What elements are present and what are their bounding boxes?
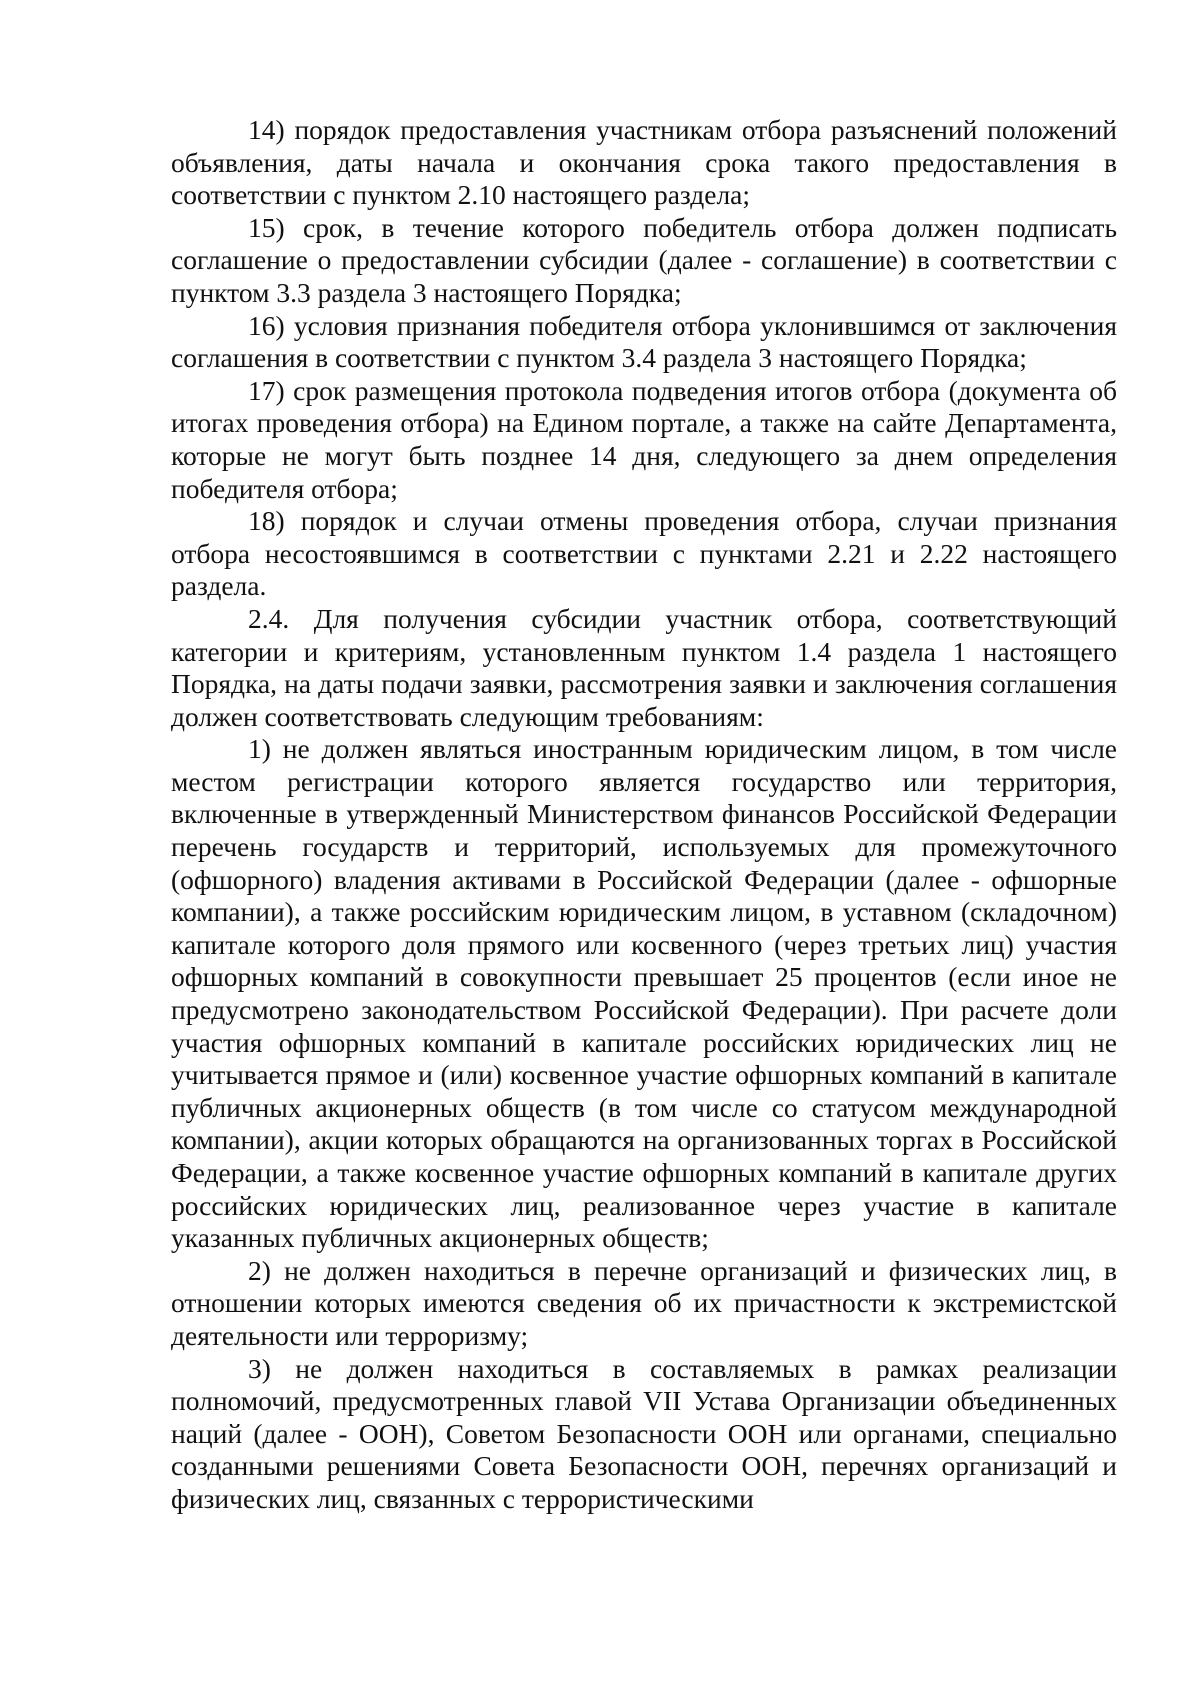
- paragraph-requirement-3: 3) не должен находиться в составляемых в рамках реализации полномочий, предусмотренных главой VII Устава Организации объединенных наций (далее - ООН), Советом Безопасности ООН или органами, специально созданными решениями Совета Безопасности ООН, перечнях организаций и физических лиц, связанных с террористическими: [171, 1352, 1117, 1514]
- paragraph-item-17: 17) срок размещения протокола подведения итогов отбора (документа об итогах проведения отбора) на Едином портале, а также на сайте Департамента, которые не могут быть позднее 14 дня, следующего за днем определения победителя отбора;: [171, 374, 1117, 504]
- paragraph-requirement-2: 2) не должен находиться в перечне организаций и физических лиц, в отношении которых имеются сведения об их причастности к экстремистской деятельности или терроризму;: [171, 1254, 1117, 1351]
- paragraph-item-18: 18) порядок и случаи отмены проведения отбора, случаи признания отбора несостоявшимся в соответствии с пунктами 2.21 и 2.22 настоящего раздела.: [171, 505, 1117, 602]
- document-page: [171, 114, 1117, 1516]
- paragraph-item-15: 15) срок, в течение которого победитель отбора должен подписать соглашение о предоставлении субсидии (далее - соглашение) в соответствии с пунктом 3.3 раздела 3 настоящего Порядка;: [171, 211, 1117, 308]
- paragraph-item-16: 16) условия признания победителя отбора уклонившимся от заключения соглашения в соответствии с пунктом 3.4 раздела 3 настоящего Порядка;: [171, 309, 1117, 374]
- paragraph-requirement-1: 1) не должен являться иностранным юридическим лицом, в том числе местом регистрации которого является государство или территория, включенные в утвержденный Министерством финансов Российской Федерации перечень государств и территорий, используемых для промежуточного (офшорного) владения активами в Российской Федерации (далее - офшорные компании), а также российским юридическим лицом, в уставном (складочном) капитале которого доля прямого или косвенного (через третьих лиц) участия офшорных компаний в совокупности превышает 25 процентов (если иное не предусмотрено законодательством Российской Федерации). При расчете доли участия офшорных компаний в капитале российских юридических лиц не учитывается прямое и (или) косвенное участие офшорных компаний в капитале публичных акционерных обществ (в том числе со статусом международной компании), акции которых обращаются на организованных торгах в Российской Федерации, а также косвенное участие офшорных компаний в капитале других российских юридических лиц, реализованное через участие в капитале указанных публичных акционерных обществ;: [171, 733, 1117, 1254]
- paragraph-section-2-4: 2.4. Для получения субсидии участник отбора, соответствующий категории и критериям, установленным пунктом 1.4 раздела 1 настоящего Порядка, на даты подачи заявки, рассмотрения заявки и заключения соглашения должен соответствовать следующим требованиям:: [171, 602, 1117, 732]
- paragraph-item-14: 14) порядок предоставления участникам отбора разъяснений положений объявления, даты начала и окончания срока такого предоставления в соответствии с пунктом 2.10 настоящего раздела;: [171, 114, 1117, 211]
